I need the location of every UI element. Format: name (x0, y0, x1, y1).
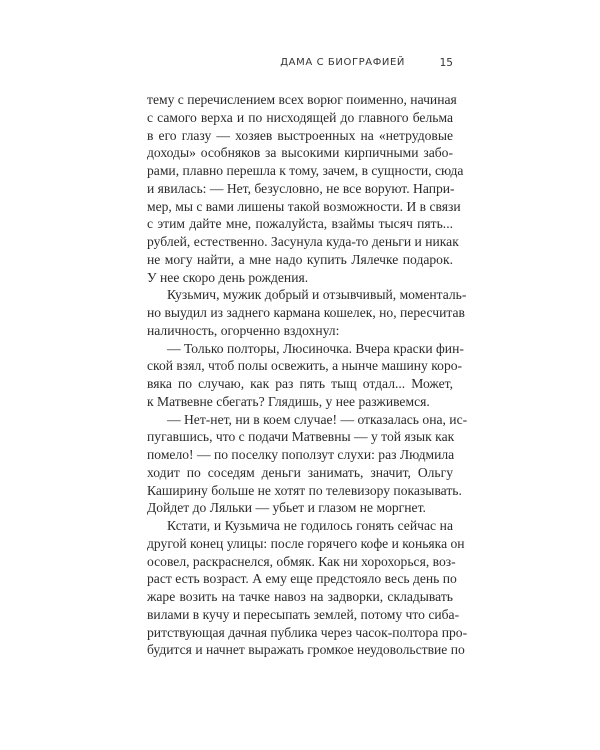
text-line: раст есть возраст. А ему еще предстояло весь день по (147, 571, 457, 587)
text-line: тему с перечислением всех ворюг поименно, начиная (147, 92, 457, 107)
text-line: с этим дайте мне, пожалуйста, взаймы тысяч пять... (147, 216, 453, 232)
text-line: другой конец улицы: после горячего кофе и коньяка он (147, 535, 465, 551)
text-line: пугавшись, что с подачи Матвевны — у той язык как (147, 429, 455, 445)
paragraph (147, 517, 468, 659)
text-line: рами, плавно перешла к тому, зачем, в сущности, сюда (147, 163, 464, 178)
text-line: доходы» особняков за высокими кирпичными забо- (147, 145, 453, 161)
paragraph (147, 286, 467, 339)
text-line: не могу найти, а мне надо купить Лялечке подарок. (147, 251, 453, 267)
text-line: жаре возить на тачке навоз на задворки, складывать (147, 589, 453, 604)
text-line: ходит по соседям деньги занимать, значит, Ольгу (147, 464, 453, 480)
text-line: — Нет-нет, ни в коем случае! — отказалась она, ис- (167, 411, 468, 427)
text-line: к Матвевне сбегать? Глядишь, у нее разживемся. (147, 393, 430, 409)
text-line: в его глазу — хозяев выстроенных на «нетрудовые (147, 127, 453, 143)
running-header (147, 57, 453, 73)
paragraph (147, 91, 464, 286)
text-line: вилами в кучу и пересыпать землей, потому что сиба- (147, 606, 460, 622)
text-line: ской взял, чтоб полы освежить, а нынче машину коро- (147, 358, 463, 374)
text-line: вяка по случаю, как раз пять тыщ отдал... Может, (147, 376, 453, 391)
text-line: мер, мы с вами лишены такой возможности. И в связи (147, 198, 461, 214)
text-line: У нее скоро день рождения. (147, 269, 309, 285)
text-line: осовел, раскраснелся, обмяк. Как ни хорохорься, воз- (147, 553, 456, 569)
text-line: Каширину больше не хотят по телевизору показывать. (147, 482, 462, 498)
text-line: наличность, огорченно вздохнул: (147, 322, 340, 338)
page-number: 15 (439, 57, 453, 69)
paragraph (147, 340, 464, 411)
text-line: Кстати, и Кузьмича не годилось гонять сейчас на (167, 518, 453, 533)
text-line: помело! — по поселку поползут слухи: раз Людмила (147, 447, 455, 462)
text-line: — Только полторы, Люсиночка. Вчера краски фин- (167, 340, 464, 356)
text-line: и явилась: — Нет, безусловно, не все воруют. Напри- (147, 180, 455, 196)
body-text (147, 91, 468, 659)
text-line: будится и начнет выражать громкое неудовольствие по (147, 642, 465, 658)
paragraph (147, 411, 468, 518)
text-line: но выудил из заднего кармана кошелек, но, пересчитав (147, 305, 465, 320)
text-line: рублей, естественно. Засунула куда-то деньги и никак (147, 234, 459, 249)
text-line: с самого верха и по нисходящей до главного бельма (147, 109, 453, 125)
text-line: Кузьмич, мужик добрый и отзывчивый, моменталь- (167, 287, 467, 303)
text-line: ритствующая дачная публика через часок-полтора про- (147, 624, 468, 640)
running-title: ДАМА С БИОГРАФИЕЙ (280, 57, 405, 68)
text-line: Дойдет до Ляльки — убьет и глазом не моргнет. (147, 500, 426, 516)
